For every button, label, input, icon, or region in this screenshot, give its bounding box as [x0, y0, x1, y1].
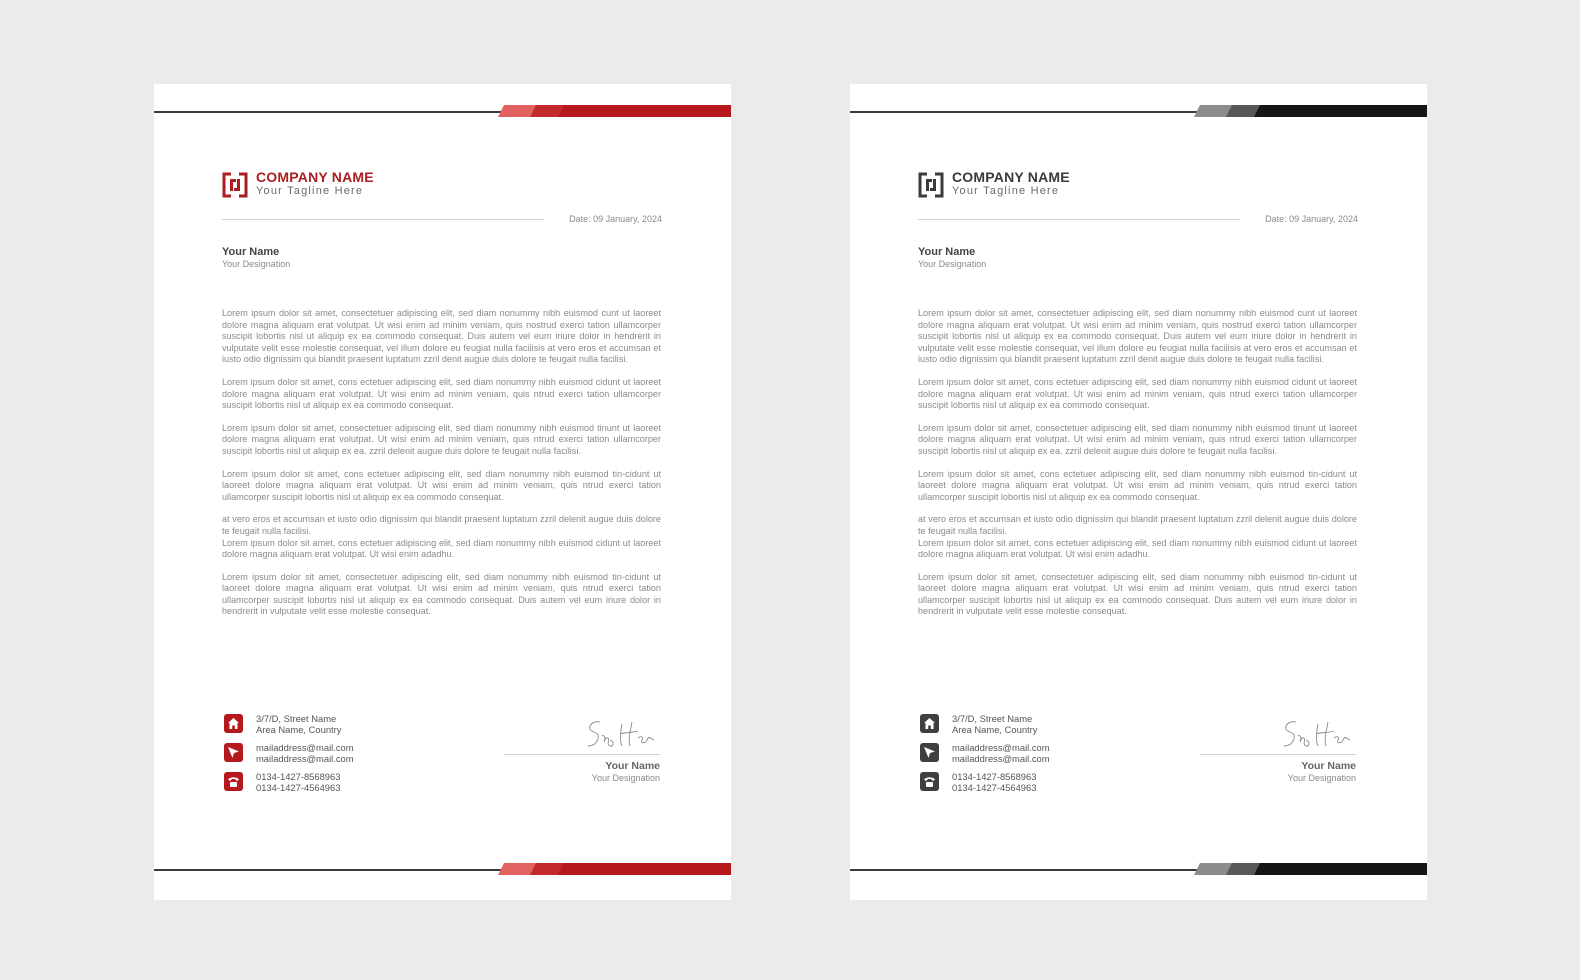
- body-paragraph: Lorem ipsum dolor sit amet, cons ectetuer adipiscing elit, sed diam nonummy nibh euismod cidunt ut laoreet dolore magna aliquam erat volutpat. Ut wisi enim ad minim veniam, quis ntrud exerci tation ullamcorper suscipit lobortis nisl ut aliquip ex ea commodo consequat.: [918, 376, 1357, 411]
- company-name: COMPANY NAME: [952, 169, 1070, 185]
- date-rule: [918, 219, 1240, 220]
- phone-line-2: 0134-1427-4564963: [256, 782, 341, 793]
- recipient-name: Your Name: [222, 246, 280, 258]
- address-line-2: Area Name, Country: [256, 724, 342, 735]
- send-icon: [920, 743, 939, 762]
- body-paragraph: Lorem ipsum dolor sit amet, consectetuer adipiscing elit, sed diam nonummy nibh euismod tin-cidunt ut laoreet dolore magna aliquam erat volutpat. Ut wisi enim ad minim veniam, quis ntrud exerci tation ullamcorper suscipit lobortis nisl ut aliquip ex ea commodo consequat. Duis autem vel eum iriure dolor in hendrerit in vulputate velit esse molestie consequat.: [918, 571, 1357, 617]
- body-paragraph: at vero eros et accumsan et iusto odio dignissim qui blandit praesent luptatum zzril delenit augue duis dolore te feugait nulla facilisi. Lorem ipsum dolor sit amet, cons ectetuer adipiscing elit, sed diam nonummy nibh euismod cidunt ut laoreet dolore magna aliquam erat volutpat. Ut wisi enim adadhu.: [222, 514, 661, 560]
- signature-rule: [504, 754, 660, 755]
- phone-line-2: 0134-1427-4564963: [952, 782, 1037, 793]
- email-line-2: mailaddress@mail.com: [952, 753, 1050, 764]
- phone-line-1: 0134-1427-8568963: [952, 771, 1037, 782]
- contact-address: [224, 713, 424, 741]
- sheet: [154, 84, 731, 900]
- letter-body: [918, 308, 1357, 629]
- phone-icon: [920, 772, 939, 791]
- signature-graphic: [1278, 716, 1354, 752]
- contact-email: [224, 742, 424, 770]
- send-icon: [224, 743, 243, 762]
- phone-line-1: 0134-1427-8568963: [256, 771, 341, 782]
- bottom-color-band: [1194, 863, 1427, 875]
- phone-text: [256, 771, 340, 793]
- email-text: [952, 742, 1050, 764]
- contact-address: [920, 713, 1120, 741]
- company-logo-icon: [918, 172, 944, 198]
- company-tagline: Your Tagline Here: [256, 185, 364, 197]
- contact-info: [224, 713, 424, 800]
- top-rule: [154, 111, 514, 113]
- body-paragraph: Lorem ipsum dolor sit amet, consectetuer adipiscing elit, sed diam nonummy nibh euismod cunt ut laoreet dolore magna aliquam erat volutpat. Ut wisi enim ad minim veniam, quis nostrud exerci tation ullamcorper suscipit lobortis nisl ut aliquip ex ea commodo consequat. Duis autem vel eum iriure dolor in hendrerit in vulputate velit esse molestie consequat, vel illum dolore eu feugiat nulla facilisis at vero eros et accumsan et iusto odio dignissim qui blandit praesent luptatum zzril denit augue duis dolore te feugait nulla facilisi.: [222, 308, 661, 365]
- address-line-2: Area Name, Country: [952, 724, 1038, 735]
- letter-date: Date: 09 January, 2024: [569, 214, 662, 224]
- body-paragraph: Lorem ipsum dolor sit amet, consectetuer adipiscing elit, sed diam nonummy nibh euismod tinunt ut laoreet dolore magna aliquam erat volutpat. Ut wisi enim ad minim veniam, quis ntrud exerci tation ullamcorper suscipit lobortis nisl ut aliquip ex ea. zzril delenit augue duis dolore te feugait nulla facilisi.: [222, 422, 661, 456]
- home-icon: [920, 714, 939, 733]
- contact-info: [920, 713, 1120, 800]
- body-paragraph: Lorem ipsum dolor sit amet, consectetuer adipiscing elit, sed diam nonummy nibh euismod tinunt ut laoreet dolore magna aliquam erat volutpat. Ut wisi enim ad minim veniam, quis ntrud exerci tation ullamcorper suscipit lobortis nisl ut aliquip ex ea. zzril delenit augue duis dolore te feugait nulla facilisi.: [918, 422, 1357, 456]
- body-paragraph: Lorem ipsum dolor sit amet, consectetuer adipiscing elit, sed diam nonummy nibh euismod tin-cidunt ut laoreet dolore magna aliquam erat volutpat. Ut wisi enim ad minim veniam, quis ntrud exerci tation ullamcorper suscipit lobortis nisl ut aliquip ex ea commodo consequat. Duis autem vel eum iriure dolor in hendrerit in vulputate velit esse molestie consequat.: [222, 571, 661, 617]
- body-paragraph: Lorem ipsum dolor sit amet, cons ectetuer adipiscing elit, sed diam nonummy nibh euismod tin-cidunt ut laoreet dolore magna aliquam erat volutpat. Ut wisi enim ad minim veniam, quis ntrud exerci tation ullamcorper suscipit lobortis nisl ut aliquip ex ea commodo consequat.: [918, 468, 1357, 502]
- body-paragraph: at vero eros et accumsan et iusto odio dignissim qui blandit praesent luptatum zzril delenit augue duis dolore te feugait nulla facilisi. Lorem ipsum dolor sit amet, cons ectetuer adipiscing elit, sed diam nonummy nibh euismod cidunt ut laoreet dolore magna aliquam erat volutpat. Ut wisi enim adadhu.: [918, 514, 1357, 560]
- email-text: [256, 742, 354, 764]
- email-line-2: mailaddress@mail.com: [256, 753, 354, 764]
- date-rule: [222, 219, 544, 220]
- signature-rule: [1200, 754, 1356, 755]
- body-paragraph: Lorem ipsum dolor sit amet, cons ectetuer adipiscing elit, sed diam nonummy nibh euismod cidunt ut laoreet dolore magna aliquam erat volutpat. Ut wisi enim ad minim veniam, quis ntrud exerci tation ullamcorper suscipit lobortis nisl ut aliquip ex ea commodo consequat.: [222, 376, 661, 411]
- top-color-band: [498, 105, 731, 117]
- phone-icon: [224, 772, 243, 791]
- bottom-rule: [154, 869, 514, 871]
- company-name: COMPANY NAME: [256, 169, 374, 185]
- letterhead-black: [850, 84, 1427, 900]
- company-logo-icon: [222, 172, 248, 198]
- signer-name: Your Name: [605, 760, 660, 772]
- home-icon: [224, 714, 243, 733]
- signer-name: Your Name: [1301, 760, 1356, 772]
- body-paragraph: Lorem ipsum dolor sit amet, cons ectetuer adipiscing elit, sed diam nonummy nibh euismod tin-cidunt ut laoreet dolore magna aliquam erat volutpat. Ut wisi enim ad minim veniam, quis ntrud exerci tation ullamcorper suscipit lobortis nisl ut aliquip ex ea commodo consequat.: [222, 468, 661, 502]
- top-rule: [850, 111, 1210, 113]
- email-line-1: mailaddress@mail.com: [256, 742, 354, 753]
- address-text: [256, 713, 341, 735]
- body-paragraph: Lorem ipsum dolor sit amet, consectetuer adipiscing elit, sed diam nonummy nibh euismod cunt ut laoreet dolore magna aliquam erat volutpat. Ut wisi enim ad minim veniam, quis nostrud exerci tation ullamcorper suscipit lobortis nisl ut aliquip ex ea commodo consequat. Duis autem vel eum iriure dolor in hendrerit in vulputate velit esse molestie consequat, vel illum dolore eu feugiat nulla facilisis at vero eros et accumsan et iusto odio dignissim qui blandit praesent luptatum zzril denit augue duis dolore te feugait nulla facilisi.: [918, 308, 1357, 365]
- address-line-1: 3/7/D, Street Name: [256, 713, 337, 724]
- bottom-color-band: [498, 863, 731, 875]
- letterhead-red: [154, 84, 731, 900]
- phone-text: [952, 771, 1036, 793]
- letter-body: [222, 308, 661, 629]
- signature-graphic: [582, 716, 658, 752]
- sheet: [850, 84, 1427, 900]
- address-text: [952, 713, 1037, 735]
- bottom-rule: [850, 869, 1210, 871]
- recipient-name: Your Name: [918, 246, 976, 258]
- address-line-1: 3/7/D, Street Name: [952, 713, 1033, 724]
- contact-email: [920, 742, 1120, 770]
- company-tagline: Your Tagline Here: [952, 185, 1060, 197]
- signer-designation: Your Designation: [1287, 773, 1356, 783]
- recipient-designation: Your Designation: [222, 259, 291, 269]
- signer-designation: Your Designation: [591, 773, 660, 783]
- email-line-1: mailaddress@mail.com: [952, 742, 1050, 753]
- contact-phone: [920, 771, 1120, 799]
- contact-phone: [224, 771, 424, 799]
- letter-date: Date: 09 January, 2024: [1265, 214, 1358, 224]
- recipient-designation: Your Designation: [918, 259, 987, 269]
- top-color-band: [1194, 105, 1427, 117]
